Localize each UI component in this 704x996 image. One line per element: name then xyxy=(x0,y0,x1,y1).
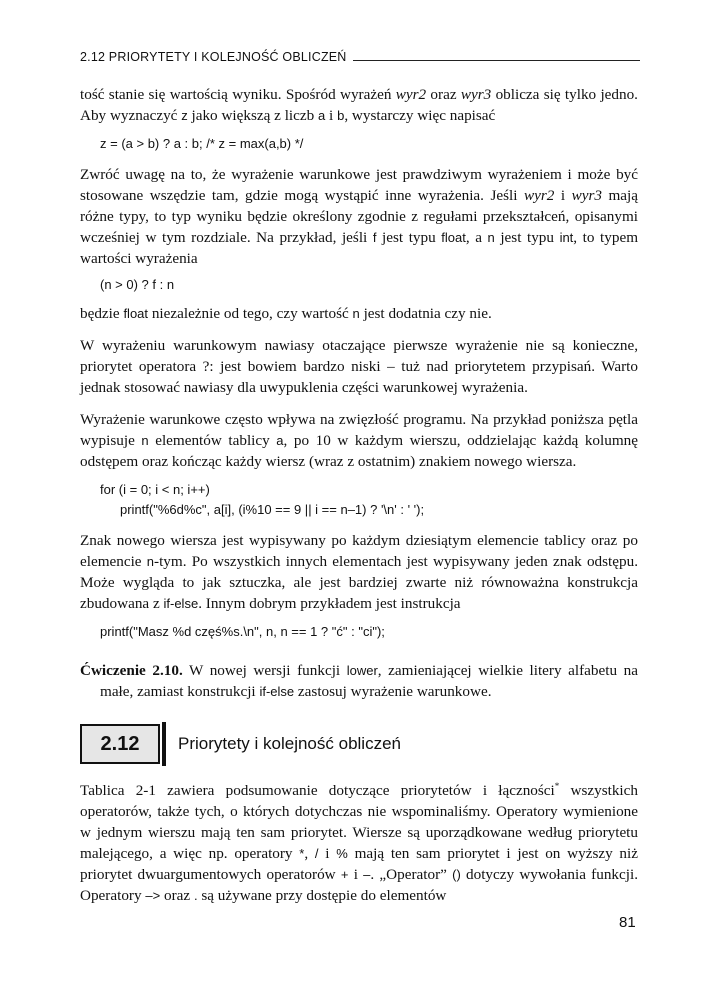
operator: / xyxy=(314,846,319,862)
text: , po 10 w każdym wierszu, oddzielając każdą kolumnę odstępem oraz kończąc każdy wiersz (wraz z ostatnim) znakiem nowego wiersza. xyxy=(80,432,638,470)
operator: . xyxy=(193,888,198,904)
running-header xyxy=(80,44,640,64)
text: i xyxy=(554,187,572,204)
paragraph-6 xyxy=(80,530,638,614)
code-int: int xyxy=(559,230,574,245)
section-number-box xyxy=(80,724,160,764)
text: mają różne typy, to typ wyniku będzie określony zgodnie z regułami przekształceń, opisanymi wcześniej w tym rozdziale. Na przykład, jeśli xyxy=(80,187,638,246)
section-heading xyxy=(80,722,401,766)
text: oraz xyxy=(160,887,194,905)
code-line-for: for (i = 0; i < n; i++) xyxy=(100,482,210,497)
text: oblicza się tylko jedno. Aby wyznaczyć xyxy=(80,86,638,124)
text: będzie xyxy=(80,305,124,322)
section-number: 2.12 xyxy=(100,732,140,755)
text: są używane przy dostępie do elementów xyxy=(197,887,447,905)
text: -tym. Po wszystkich innych elementach jest wypisywany jeden znak odstępu. Może wygląda to jak sztuczka, ale jest bardziej zwarte niż równoważna konstrukcja zbudowana z xyxy=(80,553,638,612)
exercise-label: Ćwiczenie 2.10. xyxy=(80,662,183,679)
text: jest typu xyxy=(494,229,560,246)
text: i xyxy=(325,107,338,124)
text: Tablica 2-1 zawiera podsumowanie dotyczące priorytetów i łączności xyxy=(80,782,555,800)
text: jest typu xyxy=(376,229,442,246)
text: mają ten sam priorytet i jest on wyższy niż priorytet dwuargumentowych operatorów xyxy=(80,845,638,884)
operator: + xyxy=(340,867,349,883)
header-rule xyxy=(353,60,640,61)
text: oraz xyxy=(426,86,461,103)
paragraph-1 xyxy=(80,84,638,126)
text: , a xyxy=(465,229,488,246)
operator: – xyxy=(363,867,371,883)
text: . „Operator” xyxy=(370,866,453,884)
header-title: 2.12 PRIORYTETY I KOLEJNOŚĆ OBLICZEŃ xyxy=(80,50,347,64)
section-title: Priorytety i kolejność obliczeń xyxy=(178,734,401,753)
text: Zwróć uwagę na to, że wyrażenie warunkowe jest prawdziwym wyrażeniem i może być stosowane wszędzie tam, gdzie mogą wystąpić inne wyrażenia. Jeśli xyxy=(80,166,638,204)
code-line-printf: printf("%6d%c", a[i], (i%10 == 9 || i == n–1) ? '\n' : ' '); xyxy=(120,502,425,517)
code-n: n xyxy=(352,306,360,321)
code-a: a xyxy=(276,433,284,448)
text: dotyczy wywołania funkcji. Operatory xyxy=(80,866,638,905)
paragraph-3 xyxy=(80,303,638,324)
text: i xyxy=(318,845,337,863)
operator: * xyxy=(299,846,305,862)
text: niezależnie od tego, czy wartość xyxy=(148,305,353,322)
text: W nowej wersji funkcji xyxy=(182,662,347,679)
code-n: n xyxy=(146,554,155,569)
operator: % xyxy=(336,846,348,862)
paragraph-7 xyxy=(80,776,638,906)
page-number: 81 xyxy=(619,914,636,931)
operator: () xyxy=(452,867,461,883)
code-example-printf: printf("Masz %d częś%s.\n", n, n == 1 ? "ć" : "ci"); xyxy=(100,624,385,639)
main-text xyxy=(80,84,638,717)
footnote-mark: * xyxy=(554,781,560,791)
exercise-2-10 xyxy=(80,660,638,702)
code-if-else: if-else xyxy=(163,596,199,611)
text: zastosuj wyrażenie warunkowe. xyxy=(294,683,492,700)
text: wszystkich operatorów, także tych, o których dotychczas nie wspominaliśmy. Operatory wymienione w jednym wierszu mają ten sam priorytet. Wiersze są uporządkowane według priorytetu malejącego, a więc np. operatory xyxy=(80,782,638,863)
operator: –> xyxy=(145,888,161,904)
text: , to typem wartości wyrażenia xyxy=(80,229,639,267)
code-example-conditional: (n > 0) ? f : n xyxy=(100,277,175,292)
text: , zamieniającej wielkie litery alfabetu na małe, zamiast konstrukcji xyxy=(100,662,638,700)
section-bar xyxy=(162,722,166,766)
code-z: z xyxy=(181,108,188,123)
section-text xyxy=(80,776,638,906)
text: Wyrażenie warunkowe często wpływa na zwięzłość programu. Na przykład poniższa pętla wypisuje xyxy=(80,411,638,449)
text: jako większą z liczb xyxy=(187,107,319,124)
paragraph-2 xyxy=(80,164,638,269)
code-example-loop xyxy=(80,480,638,520)
text: jest dodatnia czy nie. xyxy=(359,305,492,322)
text: . Innym dobrym przykładem jest instrukcja xyxy=(198,595,461,612)
code-n: n xyxy=(141,433,149,448)
code-a: a xyxy=(318,108,326,123)
code-f: f xyxy=(372,230,377,245)
text: elementów tablicy xyxy=(148,432,277,449)
paragraph-5 xyxy=(80,409,638,472)
code-if-else: if-else xyxy=(259,684,295,699)
code-b: b xyxy=(337,108,345,123)
term-wyr3: wyr3 xyxy=(460,86,492,103)
code-float: float xyxy=(123,306,149,321)
term-wyr2: wyr2 xyxy=(395,86,427,103)
text: , xyxy=(304,845,315,863)
code-lower: lower xyxy=(346,663,378,678)
text: , wystarczy więc napisać xyxy=(344,107,496,124)
code-n: n xyxy=(487,230,495,245)
paragraph-4: W wyrażeniu warunkowym nawiasy otaczające pierwsze wyrażenie nie są konieczne, priorytet operatora ?: jest bowiem bardzo niski – tuż nad priorytetem przypisań. Warto jednak stosować nawiasy dla uwypuklenia części warunkowej wyrażenia. xyxy=(80,337,638,396)
text: Znak nowego wiersza jest wypisywany po każdym dziesiątym elemencie tablicy oraz po elemencie xyxy=(80,532,638,570)
term-wyr2: wyr2 xyxy=(523,187,555,204)
code-example-max: z = (a > b) ? a : b; /* z = max(a,b) */ xyxy=(100,136,304,151)
term-wyr3: wyr3 xyxy=(571,187,602,204)
code-float: float xyxy=(441,230,466,245)
text: i xyxy=(348,866,364,884)
text: tość stanie się wartością wyniku. Spośród wyrażeń xyxy=(80,86,396,103)
